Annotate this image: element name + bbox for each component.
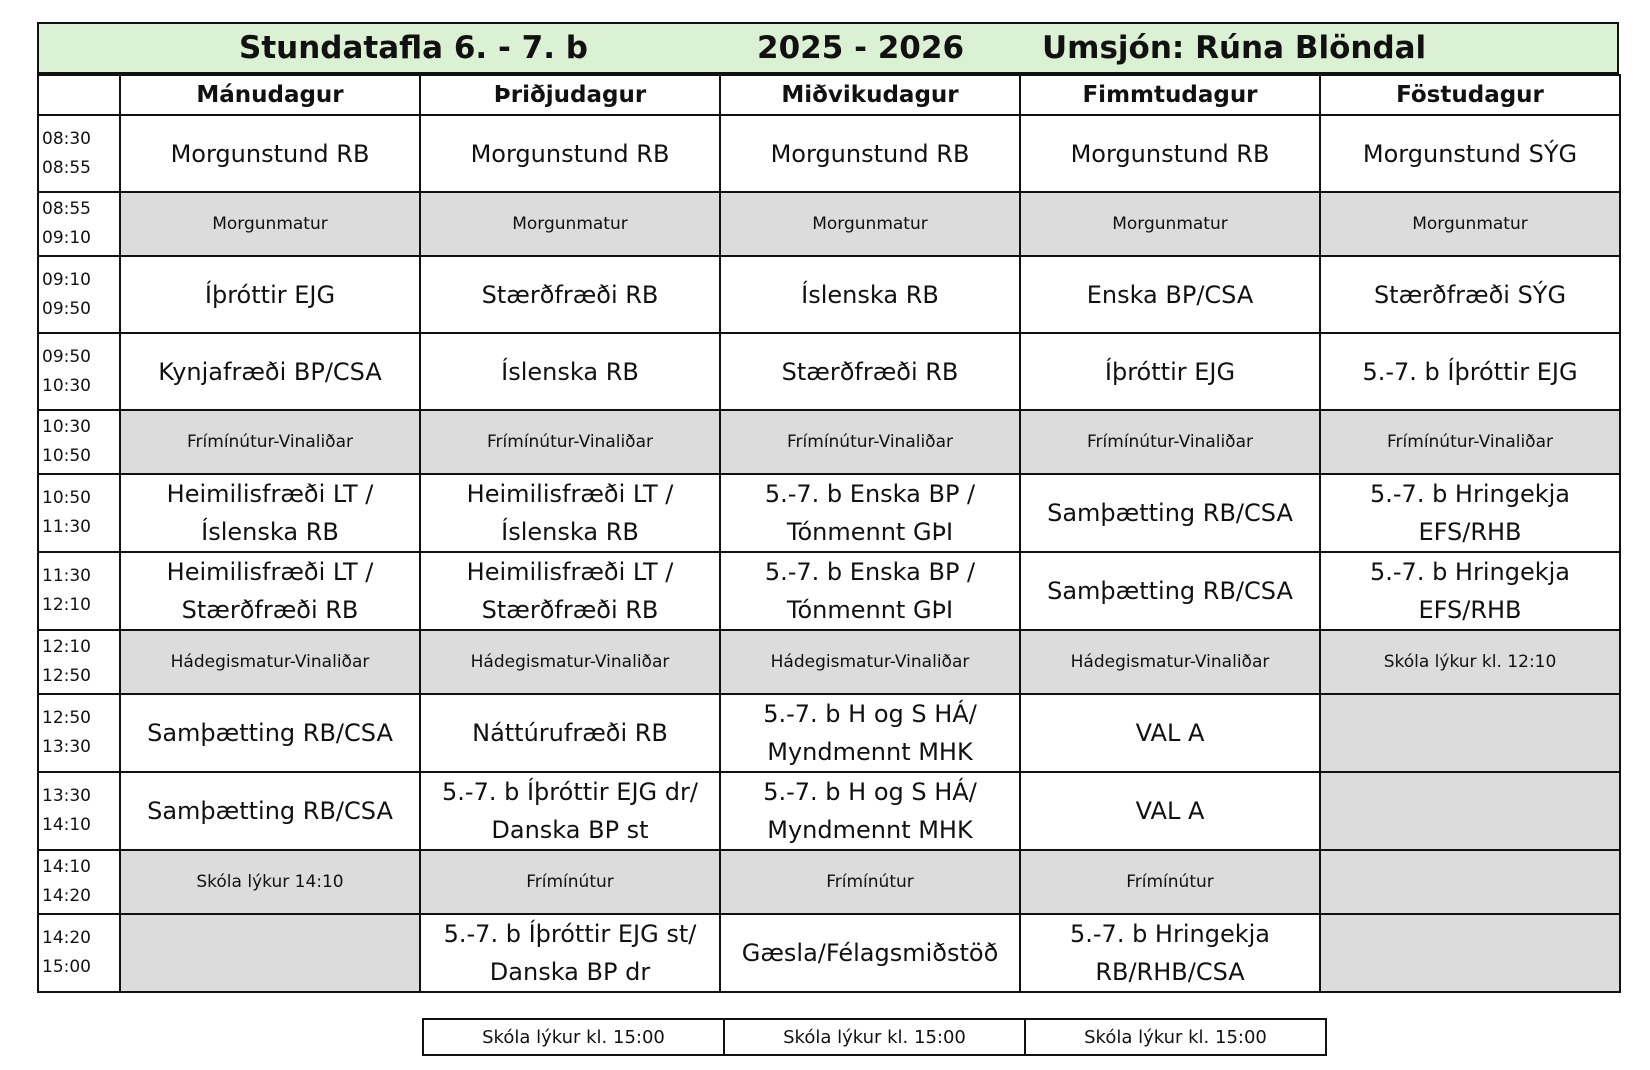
lesson-cell: Morgunmatur (120, 192, 420, 256)
end-of-day-cell: Skóla lýkur kl. 15:00 (724, 1019, 1025, 1055)
lesson-cell: VAL A (1020, 694, 1320, 772)
schedule-row (38, 256, 1620, 333)
day-header-row (38, 75, 1620, 115)
lesson-cell: Frímínútur-Vinaliðar (1320, 410, 1620, 474)
lesson-cell: Samþætting RB/CSA (1020, 552, 1320, 630)
time-end: 09:50 (42, 298, 91, 319)
lesson-cell: Íslenska RB (720, 256, 1020, 333)
lesson-cell: Morgunmatur (720, 192, 1020, 256)
school-year: 2025 - 2026 (757, 30, 965, 66)
lesson-cell: Frímínútur-Vinaliðar (120, 410, 420, 474)
lesson-cell: Samþætting RB/CSA (120, 772, 420, 850)
lesson-cell: 5.-7. b Hringekja EFS/RHB (1320, 552, 1620, 630)
end-of-day-row (422, 1018, 1327, 1056)
lesson-cell: Skóla lýkur 14:10 (120, 850, 420, 914)
lesson-cell: VAL A (1020, 772, 1320, 850)
time-slot (38, 552, 120, 630)
lesson-cell: Frímínútur-Vinaliðar (720, 410, 1020, 474)
teacher-label: Umsjón: Rúna Blöndal (1042, 30, 1427, 66)
end-of-day-cell: Skóla lýkur kl. 15:00 (423, 1019, 724, 1055)
schedule-row (38, 474, 1620, 552)
lesson-cell: Stærðfræði SÝG (1320, 256, 1620, 333)
time-end: 12:50 (42, 666, 91, 686)
time-slot (38, 694, 120, 772)
time-start: 11:30 (42, 566, 91, 586)
lesson-cell: Frímínútur (1020, 850, 1320, 914)
lesson-cell (1320, 694, 1620, 772)
lesson-cell: Hádegismatur-Vinaliðar (420, 630, 720, 694)
time-start: 14:20 (42, 928, 91, 948)
time-start: 10:30 (42, 417, 91, 437)
time-end: 10:30 (42, 375, 91, 396)
lesson-cell: 5.-7. b Hringekja EFS/RHB (1320, 474, 1620, 552)
time-start: 14:10 (42, 857, 91, 877)
schedule (37, 22, 1619, 993)
lesson-cell: Heimilisfræði LT / Íslenska RB (120, 474, 420, 552)
lesson-cell: Íþróttir EJG (1020, 333, 1320, 410)
lesson-cell: Morgunstund RB (120, 115, 420, 192)
lesson-cell: Samþætting RB/CSA (120, 694, 420, 772)
schedule-row (38, 772, 1620, 850)
lesson-cell: 5.-7. b Enska BP / Tónmennt GÞI (720, 474, 1020, 552)
time-end: 14:20 (42, 886, 91, 906)
lesson-cell: Frímínútur-Vinaliðar (1020, 410, 1320, 474)
time-slot (38, 410, 120, 474)
lesson-cell: Íslenska RB (420, 333, 720, 410)
time-slot (38, 115, 120, 192)
time-start: 12:50 (42, 708, 91, 728)
time-end: 08:55 (42, 157, 91, 178)
lesson-cell: Frímínútur-Vinaliðar (420, 410, 720, 474)
lesson-cell: Stærðfræði RB (420, 256, 720, 333)
time-end: 13:30 (42, 737, 91, 757)
schedule-row (38, 850, 1620, 914)
lesson-cell: Enska BP/CSA (1020, 256, 1320, 333)
timetable (37, 74, 1621, 993)
lesson-cell: 5.-7. b H og S HÁ/ Myndmennt MHK (720, 694, 1020, 772)
lesson-cell (120, 914, 420, 992)
lesson-cell: Morgunstund RB (1020, 115, 1320, 192)
time-start: 12:10 (42, 637, 91, 657)
lesson-cell: Morgunstund SÝG (1320, 115, 1620, 192)
lesson-cell: 5.-7. b Íþróttir EJG st/ Danska BP dr (420, 914, 720, 992)
lesson-cell: Morgunmatur (1320, 192, 1620, 256)
time-start: 10:50 (42, 488, 91, 508)
schedule-row (38, 694, 1620, 772)
lesson-cell: Kynjafræði BP/CSA (120, 333, 420, 410)
lesson-cell: Náttúrufræði RB (420, 694, 720, 772)
time-slot (38, 256, 120, 333)
lesson-cell (1320, 850, 1620, 914)
lesson-cell: Heimilisfræði LT / Íslenska RB (420, 474, 720, 552)
lesson-cell: Morgunstund RB (420, 115, 720, 192)
schedule-row (38, 333, 1620, 410)
time-end: 10:50 (42, 446, 91, 466)
title-bar (37, 22, 1619, 74)
day-header: Mánudagur (120, 75, 420, 115)
lesson-cell: 5.-7. b Íþróttir EJG dr/ Danska BP st (420, 772, 720, 850)
time-start: 09:10 (42, 269, 91, 290)
end-of-day-cell: Skóla lýkur kl. 15:00 (1025, 1019, 1326, 1055)
lesson-cell: Hádegismatur-Vinaliðar (720, 630, 1020, 694)
lesson-cell: Hádegismatur-Vinaliðar (120, 630, 420, 694)
lesson-cell: Gæsla/Félagsmiðstöð (720, 914, 1020, 992)
time-end: 11:30 (42, 517, 91, 537)
schedule-row (38, 410, 1620, 474)
lesson-cell: Heimilisfræði LT / Stærðfræði RB (420, 552, 720, 630)
time-end: 09:10 (42, 228, 91, 248)
time-slot (38, 772, 120, 850)
corner-cell (38, 75, 120, 115)
lesson-cell: Morgunmatur (420, 192, 720, 256)
lesson-cell: Skóla lýkur kl. 12:10 (1320, 630, 1620, 694)
time-start: 13:30 (42, 786, 91, 806)
time-slot (38, 192, 120, 256)
class-title: Stundatafla 6. - 7. b (239, 30, 588, 66)
time-slot (38, 914, 120, 992)
lesson-cell: Stærðfræði RB (720, 333, 1020, 410)
lesson-cell (1320, 914, 1620, 992)
lesson-cell: Heimilisfræði LT / Stærðfræði RB (120, 552, 420, 630)
lesson-cell: 5.-7. b Hringekja RB/RHB/CSA (1020, 914, 1320, 992)
time-start: 09:50 (42, 346, 91, 367)
lesson-cell: Hádegismatur-Vinaliðar (1020, 630, 1320, 694)
schedule-row (38, 914, 1620, 992)
lesson-cell: Morgunmatur (1020, 192, 1320, 256)
time-slot (38, 333, 120, 410)
lesson-cell: Morgunstund RB (720, 115, 1020, 192)
lesson-cell: 5.-7. b H og S HÁ/ Myndmennt MHK (720, 772, 1020, 850)
day-header: Fimmtudagur (1020, 75, 1320, 115)
lesson-cell (1320, 772, 1620, 850)
lesson-cell: Samþætting RB/CSA (1020, 474, 1320, 552)
schedule-row (38, 630, 1620, 694)
day-header: Þriðjudagur (420, 75, 720, 115)
lesson-cell: Íþróttir EJG (120, 256, 420, 333)
day-header: Miðvikudagur (720, 75, 1020, 115)
schedule-row (38, 552, 1620, 630)
time-slot (38, 630, 120, 694)
lesson-cell: 5.-7. b Íþróttir EJG (1320, 333, 1620, 410)
time-end: 14:10 (42, 815, 91, 835)
time-end: 15:00 (42, 957, 91, 977)
time-start: 08:55 (42, 199, 91, 219)
time-start: 08:30 (42, 128, 91, 149)
day-header: Föstudagur (1320, 75, 1620, 115)
lesson-cell: 5.-7. b Enska BP / Tónmennt GÞI (720, 552, 1020, 630)
lesson-cell: Frímínútur (720, 850, 1020, 914)
schedule-row (38, 192, 1620, 256)
time-slot (38, 850, 120, 914)
schedule-row (38, 115, 1620, 192)
lesson-cell: Frímínútur (420, 850, 720, 914)
time-slot (38, 474, 120, 552)
time-end: 12:10 (42, 595, 91, 615)
